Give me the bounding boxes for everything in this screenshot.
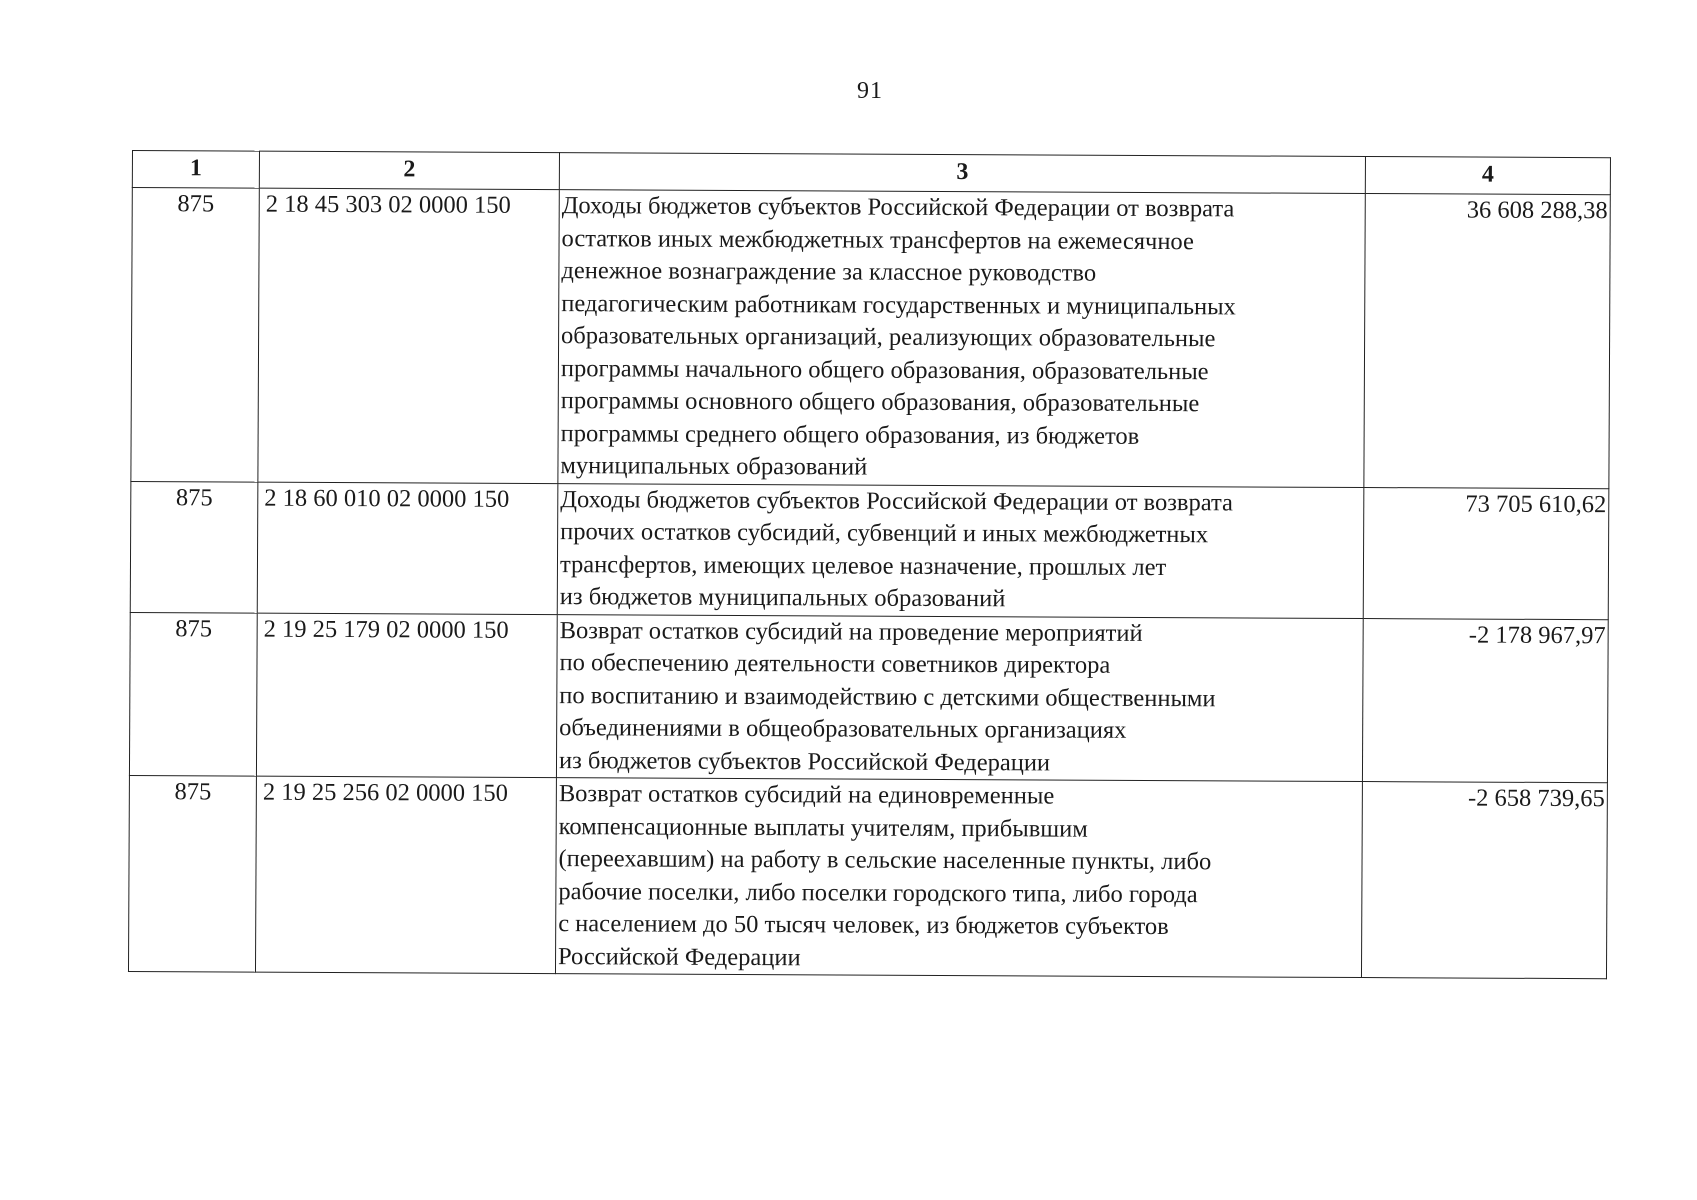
description-line: муниципальных образований [560,452,868,481]
description-line: из бюджетов субъектов Российской Федерации [558,746,1051,776]
description-line: образовательных организаций, реализующих образовательные [561,322,1216,353]
budget-classification-code-cell: 2 18 45 303 02 0000 150 [258,188,559,483]
table-row [130,481,1609,619]
amount-cell: 36 608 288,38 [1364,194,1610,489]
description-line: по воспитанию и взаимодействию с детскими общественными [559,681,1216,712]
column-header-2: 2 [259,151,559,189]
description-line: Российской Федерации [557,942,801,971]
admin-code-cell: 875 [129,612,257,776]
budget-table-container [128,150,1610,979]
admin-code-cell: 875 [128,775,256,972]
description-line: Доходы бюджетов субъектов Российской Федерации от возврата [560,485,1233,516]
table-row [129,612,1608,783]
description-cell [555,778,1362,978]
description-line: с населением до 50 тысяч человек, из бюджетов субъектов [558,910,1169,941]
description-cell [558,190,1365,487]
amount-cell: 73 705 610,62 [1363,487,1609,619]
description-line: объединениями в общеобразовательных организациях [559,714,1127,744]
description-line: (переехавшим) на работу в сельские населенные пункты, либо [558,845,1212,876]
description-line: остатков иных межбюджетных трансфертов на ежемесячное [561,224,1194,255]
column-header-3: 3 [559,153,1365,194]
column-header-4: 4 [1365,157,1610,195]
description-line: компенсационные выплаты учителям, прибывшим [558,812,1088,843]
description-line: рабочие поселки, либо поселки городского типа, либо города [558,877,1198,908]
amount-cell: -2 178 967,97 [1362,618,1608,783]
description-line: трансфертов, имеющих целевое назначение, прошлых лет [559,550,1167,581]
description-line: Возврат остатков субсидий на единовременные [558,780,1055,810]
description-line: программы начального общего образования, образовательные [560,354,1209,385]
description-line: денежное вознаграждение за классное руководство [561,257,1097,287]
column-header-1: 1 [132,151,259,189]
table-row [131,188,1610,489]
admin-code-cell: 875 [131,188,259,482]
budget-classification-code-cell: 2 19 25 179 02 0000 150 [256,613,557,778]
budget-table [128,150,1611,979]
description-line: Возврат остатков субсидий на проведение мероприятий [559,616,1143,647]
description-line: программы среднего общего образования, из бюджетов [560,419,1140,450]
description-line: программы основного общего образования, образовательные [560,387,1200,418]
description-line: по обеспечению деятельности советников директора [559,649,1111,679]
description-cell [557,483,1364,618]
description-line: из бюджетов муниципальных образований [559,583,1006,613]
description-line: прочих остатков субсидий, субвенций и иных межбюджетных [560,518,1209,549]
description-line: педагогическим работникам государственных и муниципальных [561,289,1236,320]
budget-classification-code-cell: 2 18 60 010 02 0000 150 [257,482,558,614]
amount-cell: -2 658 739,65 [1361,782,1607,979]
page-number: 91 [857,78,883,104]
admin-code-cell: 875 [130,481,258,613]
description-line: Доходы бюджетов субъектов Российской Федерации от возврата [561,192,1235,223]
budget-classification-code-cell: 2 19 25 256 02 0000 150 [255,776,556,973]
table-row [128,775,1607,978]
description-cell [556,614,1363,781]
